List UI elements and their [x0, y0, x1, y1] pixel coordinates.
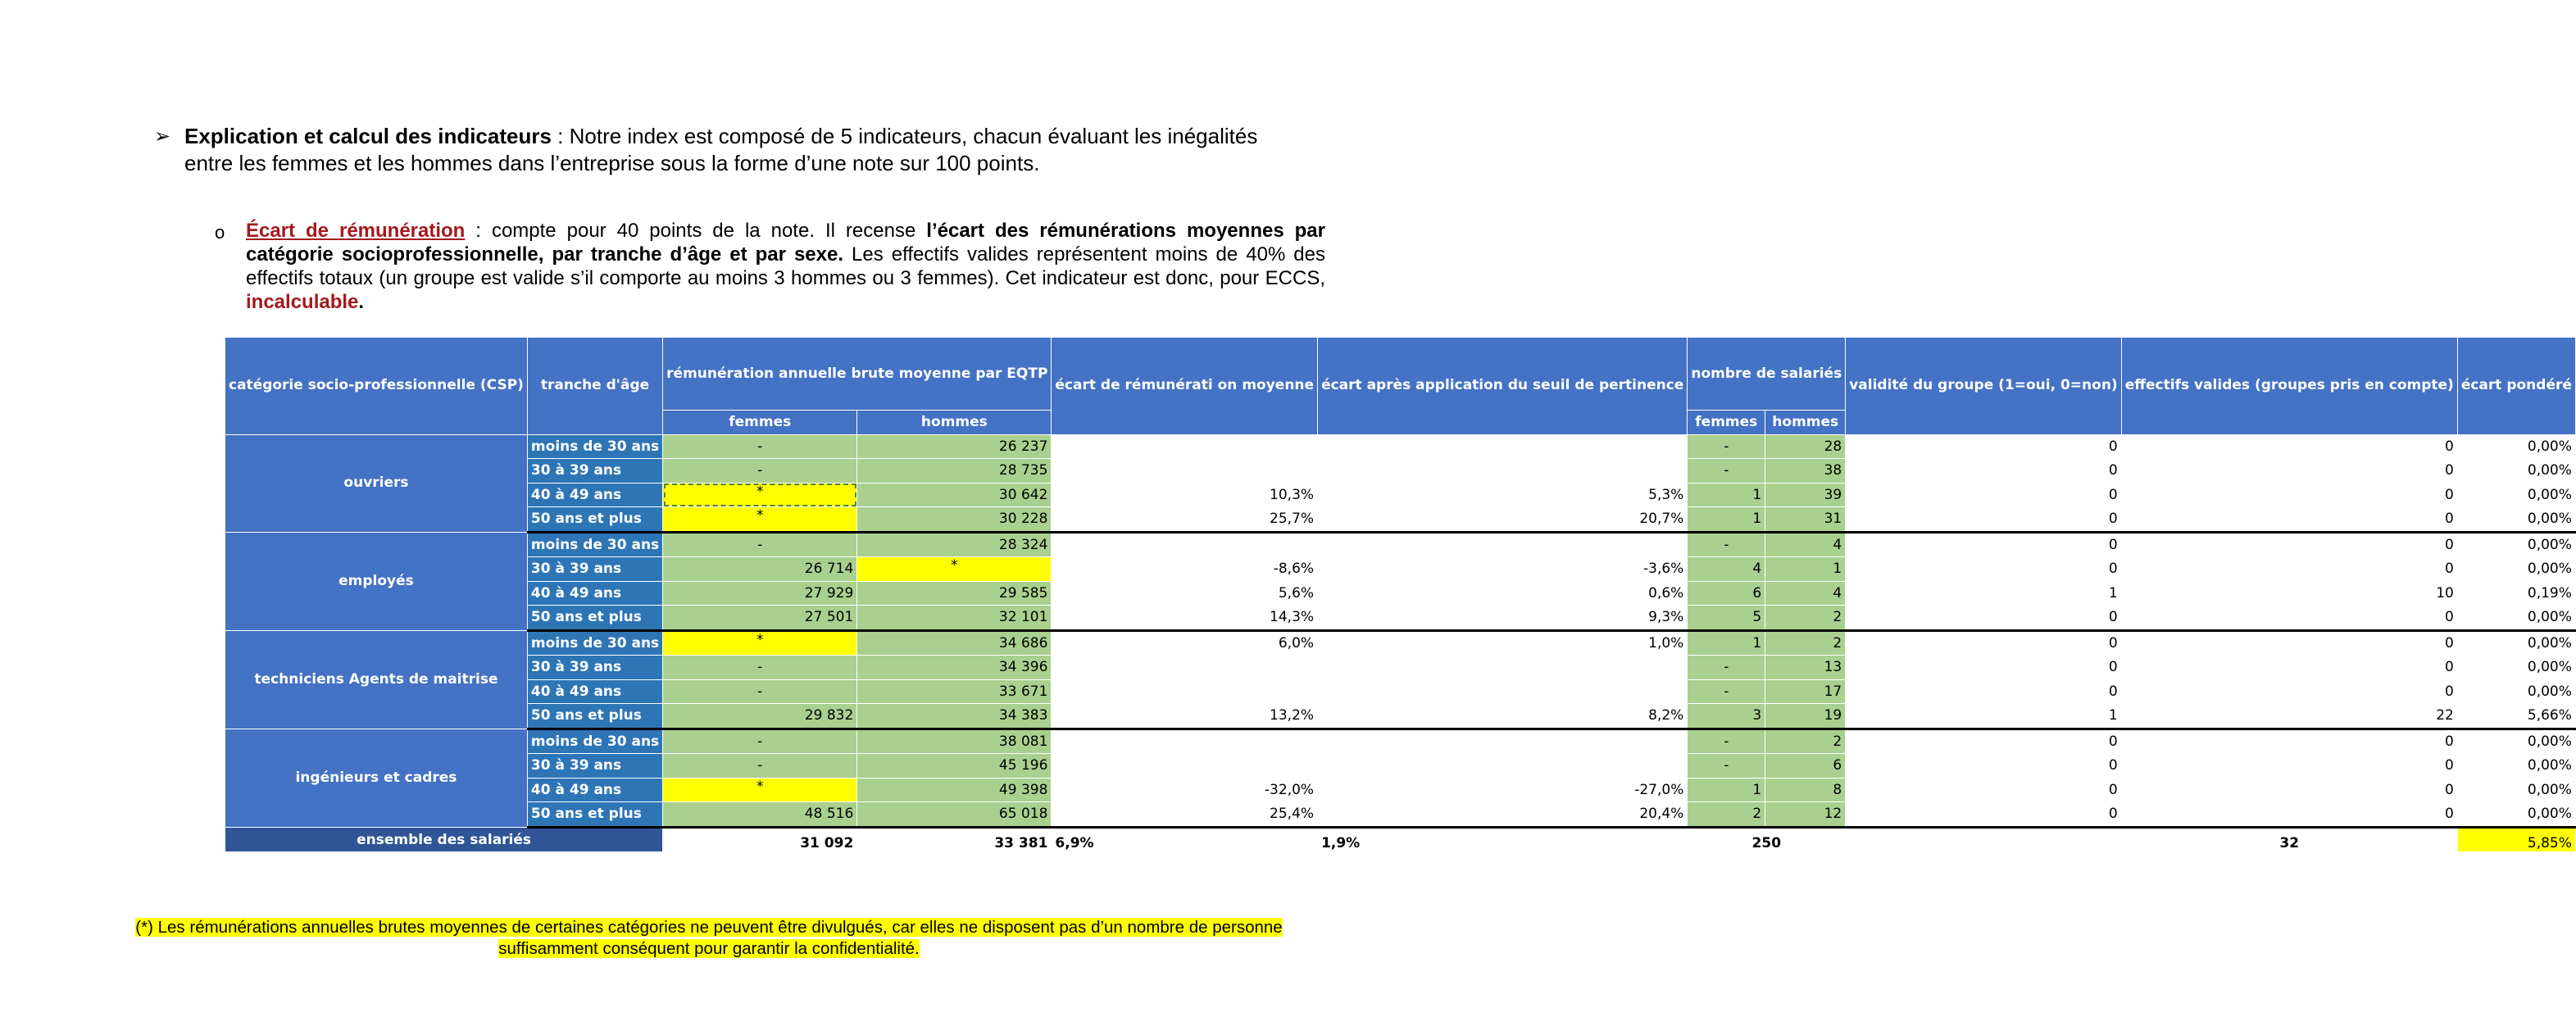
nb-hommes-cell: 13 [1765, 656, 1846, 680]
age-cell: moins de 30 ans [527, 434, 662, 459]
effectifs-cell: 0 [2121, 483, 2457, 507]
csp-cell: ouvriers [225, 434, 528, 532]
validite-cell: 0 [1846, 557, 2121, 582]
csp-cell: ingénieurs et cadres [225, 729, 528, 827]
rem-hommes-cell: 28 324 [857, 532, 1052, 557]
rem-femmes-cell: * [663, 630, 857, 656]
effectifs-cell: 0 [2121, 630, 2457, 656]
table-row [225, 507, 2576, 533]
intro-text: : Notre index est composé de 5 indicateurs, chacun évaluant les inégalités entre les femmes et les hommes dans l’entreprise sous la forme d’une note sur 100 points. [184, 124, 1258, 175]
total-validite-cell [1846, 827, 2121, 852]
table-row [225, 802, 2576, 828]
effectifs-cell: 0 [2121, 459, 2457, 484]
age-cell: 40 à 49 ans [527, 778, 662, 802]
age-cell: 40 à 49 ans [527, 483, 662, 507]
ecart-cell: 10,3% [1052, 483, 1318, 507]
pondere-cell: 0,00% [2457, 532, 2575, 557]
effectifs-cell: 0 [2121, 606, 2457, 631]
ecart-seuil-cell [1318, 729, 1688, 754]
rem-femmes-cell: * [663, 778, 857, 802]
rem-femmes-cell: 48 516 [663, 802, 857, 828]
header-validite: validité du groupe (1=oui, 0=non) [1846, 338, 2121, 435]
age-cell: moins de 30 ans [527, 729, 662, 754]
rem-femmes-cell: - [663, 679, 857, 704]
table-row [225, 557, 2576, 582]
ecart-seuil-cell: -27,0% [1318, 778, 1688, 802]
total-ecart-seuil-cell: 1,9% [1318, 827, 1688, 852]
ecart-seuil-cell [1318, 459, 1688, 484]
nb-femmes-cell: 1 [1688, 778, 1765, 802]
rem-hommes-cell: 30 228 [857, 507, 1052, 533]
header-nb-hommes: hommes [1765, 411, 1846, 435]
header-nombre: nombre de salariés [1688, 338, 1846, 411]
age-cell: 40 à 49 ans [527, 581, 662, 606]
nb-hommes-cell: 2 [1765, 729, 1846, 754]
intro-bold: Explication et calcul des indicateurs [184, 124, 552, 148]
validite-cell: 0 [1846, 507, 2121, 533]
table-row [225, 630, 2576, 656]
effectifs-cell: 0 [2121, 532, 2457, 557]
nb-femmes-cell: - [1688, 459, 1765, 484]
ecart-seuil-cell [1318, 679, 1688, 704]
validite-cell: 0 [1846, 729, 2121, 754]
ecart-seuil-cell: 9,3% [1318, 606, 1688, 631]
rem-femmes-cell: 29 832 [663, 704, 857, 729]
rem-hommes-cell: 34 686 [857, 630, 1052, 656]
rem-hommes-cell: 30 642 [857, 483, 1052, 507]
rem-hommes-cell: 45 196 [857, 754, 1052, 779]
table-row [225, 729, 2576, 754]
section-paragraph [215, 219, 1325, 314]
ecart-seuil-cell [1318, 434, 1688, 459]
ecart-cell [1052, 434, 1318, 459]
effectifs-cell: 0 [2121, 778, 2457, 802]
nb-femmes-cell: 3 [1688, 704, 1765, 729]
effectifs-cell: 10 [2121, 581, 2457, 606]
nb-femmes-cell: 2 [1688, 802, 1765, 828]
pondere-cell: 0,00% [2457, 778, 2575, 802]
age-cell: 50 ans et plus [527, 704, 662, 729]
ecart-seuil-cell: 5,3% [1318, 483, 1688, 507]
effectifs-cell: 0 [2121, 507, 2457, 533]
ecart-cell: 14,3% [1052, 606, 1318, 631]
circle-bullet-icon: o [215, 222, 225, 243]
nb-hommes-cell: 12 [1765, 802, 1846, 828]
table-row [225, 459, 2576, 484]
age-cell: 50 ans et plus [527, 802, 662, 828]
age-cell: moins de 30 ans [527, 630, 662, 656]
rem-femmes-cell: - [663, 459, 857, 484]
ecart-cell [1052, 729, 1318, 754]
effectifs-cell: 0 [2121, 656, 2457, 680]
validite-cell: 0 [1846, 606, 2121, 631]
rem-hommes-cell: 65 018 [857, 802, 1052, 828]
validite-cell: 0 [1846, 483, 2121, 507]
rem-hommes-cell: 38 081 [857, 729, 1052, 754]
rem-hommes-cell: 34 396 [857, 656, 1052, 680]
validite-cell: 0 [1846, 459, 2121, 484]
rem-hommes-cell: 32 101 [857, 606, 1052, 631]
total-femmes-cell: 31 092 [663, 827, 857, 852]
ecart-cell: 25,7% [1052, 507, 1318, 533]
rem-femmes-cell: * [663, 483, 857, 507]
age-cell: moins de 30 ans [527, 532, 662, 557]
age-cell: 30 à 39 ans [527, 754, 662, 779]
rem-hommes-cell: 28 735 [857, 459, 1052, 484]
nb-hommes-cell: 2 [1765, 630, 1846, 656]
section-bold: l’écart des rémunérations moyennes par catégorie socioprofessionnelle, par tranche d’âge et par sexe. [246, 220, 1325, 266]
section-text-2: Les effectifs valides représentent moins de 40% des effectifs totaux (un groupe est valide s’il comporte au moins 3 hommes ou 3 femmes). Cet indicateur est donc, pour ECCS, [246, 243, 1325, 289]
ecart-seuil-cell: -3,6% [1318, 557, 1688, 582]
effectifs-cell: 22 [2121, 704, 2457, 729]
table-row [225, 434, 2576, 459]
effectifs-cell: 0 [2121, 679, 2457, 704]
table-row [225, 656, 2576, 680]
remuneration-table [225, 337, 2576, 852]
header-rem-hommes: hommes [857, 411, 1052, 435]
nb-femmes-cell: - [1688, 656, 1765, 680]
nb-hommes-cell: 17 [1765, 679, 1846, 704]
total-effectifs-cell: 32 [2121, 827, 2457, 852]
age-cell: 30 à 39 ans [527, 656, 662, 680]
pondere-cell: 0,19% [2457, 581, 2575, 606]
ecart-cell: -32,0% [1052, 778, 1318, 802]
nb-hommes-cell: 38 [1765, 459, 1846, 484]
rem-hommes-cell: 26 237 [857, 434, 1052, 459]
nb-femmes-cell: - [1688, 434, 1765, 459]
nb-hommes-cell: 6 [1765, 754, 1846, 779]
ecart-cell [1052, 656, 1318, 680]
rem-femmes-cell: 27 929 [663, 581, 857, 606]
nb-femmes-cell: - [1688, 754, 1765, 779]
csp-cell: techniciens Agents de maitrise [225, 630, 528, 729]
validite-cell: 0 [1846, 532, 2121, 557]
header-ecart: écart de rémunérati on moyenne [1052, 338, 1318, 435]
rem-femmes-cell: - [663, 656, 857, 680]
pondere-cell: 0,00% [2457, 729, 2575, 754]
nb-hommes-cell: 8 [1765, 778, 1846, 802]
rem-hommes-cell: * [857, 557, 1052, 582]
ecart-cell [1052, 532, 1318, 557]
validite-cell: 0 [1846, 434, 2121, 459]
ecart-cell: -8,6% [1052, 557, 1318, 582]
header-rem-femmes: femmes [663, 411, 857, 435]
effectifs-cell: 0 [2121, 802, 2457, 828]
arrow-bullet-icon: ➢ [154, 125, 171, 148]
rem-femmes-cell: 26 714 [663, 557, 857, 582]
nb-femmes-cell: 1 [1688, 507, 1765, 533]
table-row [225, 704, 2576, 729]
pondere-cell: 0,00% [2457, 606, 2575, 631]
age-cell: 30 à 39 ans [527, 557, 662, 582]
header-remuneration: rémunération annuelle brute moyenne par EQTP [663, 338, 1052, 411]
table-row [225, 581, 2576, 606]
total-nb-cell: 250 [1688, 827, 1846, 852]
pondere-cell: 0,00% [2457, 630, 2575, 656]
ecart-seuil-cell [1318, 754, 1688, 779]
rem-femmes-cell: * [663, 507, 857, 533]
rem-femmes-cell: - [663, 532, 857, 557]
table-row [225, 778, 2576, 802]
ecart-cell: 13,2% [1052, 704, 1318, 729]
nb-hommes-cell: 31 [1765, 507, 1846, 533]
total-ecart-cell: 6,9% [1052, 827, 1318, 852]
nb-femmes-cell: 5 [1688, 606, 1765, 631]
pondere-cell: 0,00% [2457, 459, 2575, 484]
age-cell: 30 à 39 ans [527, 459, 662, 484]
header-ecart-seuil: écart après application du seuil de pertinence [1318, 338, 1688, 435]
header-effectifs: effectifs valides (groupes pris en compte) [2121, 338, 2457, 435]
nb-hommes-cell: 39 [1765, 483, 1846, 507]
total-label-cell: ensemble des salariés [225, 827, 663, 852]
ecart-cell: 6,0% [1052, 630, 1318, 656]
pondere-cell: 0,00% [2457, 679, 2575, 704]
pondere-cell: 0,00% [2457, 754, 2575, 779]
nb-hommes-cell: 19 [1765, 704, 1846, 729]
age-cell: 50 ans et plus [527, 507, 662, 533]
header-age: tranche d'âge [527, 338, 662, 435]
nb-hommes-cell: 2 [1765, 606, 1846, 631]
ecart-seuil-cell [1318, 656, 1688, 680]
nb-hommes-cell: 4 [1765, 532, 1846, 557]
section-title: Écart de rémunération [246, 220, 466, 242]
age-cell: 40 à 49 ans [527, 679, 662, 704]
footnote-text: (*) Les rémunérations annuelles brutes moyennes de certaines catégories ne peuvent être divulgués, car elles ne disposent pas d’un nombre de personne suffisamment conséquent pour garantir la confidentialité. [135, 918, 1283, 958]
footnote [123, 917, 1295, 960]
section-end: . [358, 291, 365, 313]
table-row [225, 532, 2576, 557]
pondere-cell: 0,00% [2457, 656, 2575, 680]
ecart-cell [1052, 459, 1318, 484]
rem-hommes-cell: 34 383 [857, 704, 1052, 729]
ecart-seuil-cell [1318, 532, 1688, 557]
rem-femmes-cell: - [663, 729, 857, 754]
section-verdict: incalculable [246, 291, 359, 313]
table-row [225, 483, 2576, 507]
ecart-seuil-cell: 0,6% [1318, 581, 1688, 606]
rem-hommes-cell: 29 585 [857, 581, 1052, 606]
validite-cell: 0 [1846, 802, 2121, 828]
nb-femmes-cell: - [1688, 729, 1765, 754]
nb-femmes-cell: 1 [1688, 630, 1765, 656]
csp-cell: employés [225, 532, 528, 630]
pondere-cell: 0,00% [2457, 483, 2575, 507]
ecart-seuil-cell: 20,4% [1318, 802, 1688, 828]
validite-cell: 0 [1846, 656, 2121, 680]
total-pondere-cell: 5,85% [2457, 827, 2575, 852]
nb-femmes-cell: 6 [1688, 581, 1765, 606]
effectifs-cell: 0 [2121, 754, 2457, 779]
nb-hommes-cell: 28 [1765, 434, 1846, 459]
effectifs-cell: 0 [2121, 557, 2457, 582]
pondere-cell: 0,00% [2457, 507, 2575, 533]
header-nb-femmes: femmes [1688, 411, 1765, 435]
pondere-cell: 0,00% [2457, 802, 2575, 828]
nb-hommes-cell: 1 [1765, 557, 1846, 582]
nb-femmes-cell: 1 [1688, 483, 1765, 507]
effectifs-cell: 0 [2121, 434, 2457, 459]
intro-paragraph [154, 123, 1285, 177]
validite-cell: 1 [1846, 581, 2121, 606]
rem-femmes-cell: - [663, 434, 857, 459]
ecart-cell [1052, 754, 1318, 779]
pondere-cell: 0,00% [2457, 557, 2575, 582]
section-text-1: : compte pour 40 points de la note. Il recense [465, 220, 927, 242]
rem-femmes-cell: 27 501 [663, 606, 857, 631]
rem-hommes-cell: 49 398 [857, 778, 1052, 802]
ecart-cell: 5,6% [1052, 581, 1318, 606]
table-body [225, 434, 2576, 852]
ecart-cell [1052, 679, 1318, 704]
nb-femmes-cell: 4 [1688, 557, 1765, 582]
pondere-cell: 0,00% [2457, 434, 2575, 459]
nb-femmes-cell: - [1688, 532, 1765, 557]
validite-cell: 0 [1846, 679, 2121, 704]
ecart-cell: 25,4% [1052, 802, 1318, 828]
nb-hommes-cell: 4 [1765, 581, 1846, 606]
ecart-seuil-cell: 1,0% [1318, 630, 1688, 656]
validite-cell: 0 [1846, 778, 2121, 802]
effectifs-cell: 0 [2121, 729, 2457, 754]
ecart-seuil-cell: 20,7% [1318, 507, 1688, 533]
validite-cell: 0 [1846, 630, 2121, 656]
rem-hommes-cell: 33 671 [857, 679, 1052, 704]
header-pondere: écart pondéré [2457, 338, 2575, 435]
total-hommes-cell: 33 381 [857, 827, 1052, 852]
header-csp: catégorie socio-professionnelle (CSP) [225, 338, 528, 435]
table-row [225, 754, 2576, 779]
validite-cell: 0 [1846, 754, 2121, 779]
age-cell: 50 ans et plus [527, 606, 662, 631]
total-row [225, 827, 2576, 852]
rem-femmes-cell: - [663, 754, 857, 779]
validite-cell: 1 [1846, 704, 2121, 729]
pondere-cell: 5,66% [2457, 704, 2575, 729]
table-row [225, 606, 2576, 631]
table-row [225, 679, 2576, 704]
ecart-seuil-cell: 8,2% [1318, 704, 1688, 729]
nb-femmes-cell: - [1688, 679, 1765, 704]
